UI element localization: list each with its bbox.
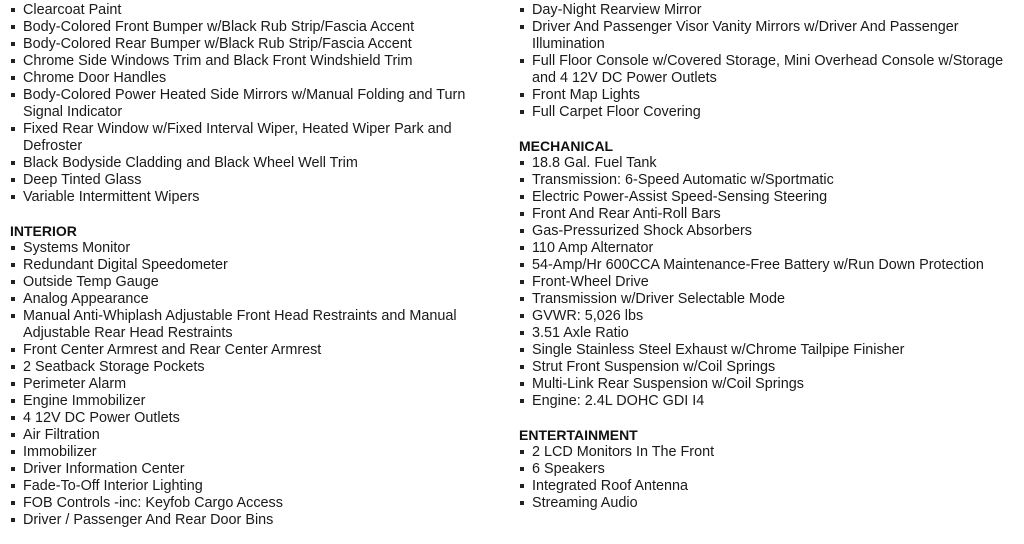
list-item: 4 12V DC Power Outlets: [10, 410, 505, 427]
list-item: Body-Colored Front Bumper w/Black Rub Strip/Fascia Accent: [10, 19, 505, 36]
exterior-list-continued: [10, 19, 505, 206]
list-item: Black Bodyside Cladding and Black Wheel Well Trim: [10, 155, 505, 172]
list-item: Analog Appearance: [10, 291, 505, 308]
right-column: [519, 0, 1019, 512]
list-item: Driver Information Center: [10, 461, 505, 478]
list-item: Deep Tinted Glass: [10, 172, 505, 189]
list-item: Body-Colored Rear Bumper w/Black Rub Strip/Fascia Accent: [10, 36, 505, 53]
list-item: Systems Monitor: [10, 240, 505, 257]
list-item: GVWR: 5,026 lbs: [519, 308, 1019, 325]
list-item: Gas-Pressurized Shock Absorbers: [519, 223, 1019, 240]
list-item: Fade-To-Off Interior Lighting: [10, 478, 505, 495]
list-item: Outside Temp Gauge: [10, 274, 505, 291]
list-item: Streaming Audio: [519, 495, 1019, 512]
list-item: Driver / Passenger And Rear Door Bins: [10, 512, 505, 529]
list-item: Full Floor Console w/Covered Storage, Mini Overhead Console w/Storage and 4 12V DC Power Outlets: [519, 53, 1019, 87]
entertainment-section: [519, 427, 1019, 512]
mechanical-list: [519, 155, 1019, 410]
list-item: Full Carpet Floor Covering: [519, 104, 1019, 121]
list-item: Perimeter Alarm: [10, 376, 505, 393]
left-column: [10, 0, 505, 529]
list-item: Multi-Link Rear Suspension w/Coil Springs: [519, 376, 1019, 393]
list-item: Body-Colored Power Heated Side Mirrors w/Manual Folding and Turn Signal Indicator: [10, 87, 505, 121]
list-item: Transmission: 6-Speed Automatic w/Sportmatic: [519, 172, 1019, 189]
list-item: 2 Seatback Storage Pockets: [10, 359, 505, 376]
list-item: Day-Night Rearview Mirror: [519, 2, 1019, 19]
section-heading-interior: INTERIOR: [10, 223, 77, 239]
list-item: Front Center Armrest and Rear Center Armrest: [10, 342, 505, 359]
list-item: 18.8 Gal. Fuel Tank: [519, 155, 1019, 172]
list-item: Engine: 2.4L DOHC GDI I4: [519, 393, 1019, 410]
list-item: Immobilizer: [10, 444, 505, 461]
interior-section: [10, 223, 505, 529]
list-item: Front-Wheel Drive: [519, 274, 1019, 291]
interior-list: [10, 240, 505, 529]
interior-list-continued: [519, 2, 1019, 121]
list-item: FOB Controls -inc: Keyfob Cargo Access: [10, 495, 505, 512]
entertainment-list: [519, 444, 1019, 512]
list-item: Manual Anti-Whiplash Adjustable Front Head Restraints and Manual Adjustable Rear Head Restraints: [10, 308, 505, 342]
list-item: Fixed Rear Window w/Fixed Interval Wiper, Heated Wiper Park and Defroster: [10, 121, 505, 155]
list-item: Electric Power-Assist Speed-Sensing Steering: [519, 189, 1019, 206]
section-heading-mechanical: MECHANICAL: [519, 138, 614, 154]
list-item: Single Stainless Steel Exhaust w/Chrome Tailpipe Finisher: [519, 342, 1019, 359]
list-item: 6 Speakers: [519, 461, 1019, 478]
list-item: Integrated Roof Antenna: [519, 478, 1019, 495]
list-item: Front And Rear Anti-Roll Bars: [519, 206, 1019, 223]
list-item: 54-Amp/Hr 600CCA Maintenance-Free Battery w/Run Down Protection: [519, 257, 1019, 274]
mechanical-section: [519, 138, 1019, 410]
list-item: Engine Immobilizer: [10, 393, 505, 410]
list-item: Clearcoat Paint: [10, 2, 505, 19]
list-item: Transmission w/Driver Selectable Mode: [519, 291, 1019, 308]
list-item: Variable Intermittent Wipers: [10, 189, 505, 206]
list-item: Redundant Digital Speedometer: [10, 257, 505, 274]
list-item: Strut Front Suspension w/Coil Springs: [519, 359, 1019, 376]
list-item: Air Filtration: [10, 427, 505, 444]
list-item: Front Map Lights: [519, 87, 1019, 104]
list-item: Chrome Side Windows Trim and Black Front Windshield Trim: [10, 53, 505, 70]
list-item: 3.51 Axle Ratio: [519, 325, 1019, 342]
list-item: Driver And Passenger Visor Vanity Mirrors w/Driver And Passenger Illumination: [519, 19, 1019, 53]
exterior-list: [10, 2, 505, 19]
list-item: 2 LCD Monitors In The Front: [519, 444, 1019, 461]
section-heading-entertainment: ENTERTAINMENT: [519, 427, 638, 443]
list-item: 110 Amp Alternator: [519, 240, 1019, 257]
list-item: Chrome Door Handles: [10, 70, 505, 87]
